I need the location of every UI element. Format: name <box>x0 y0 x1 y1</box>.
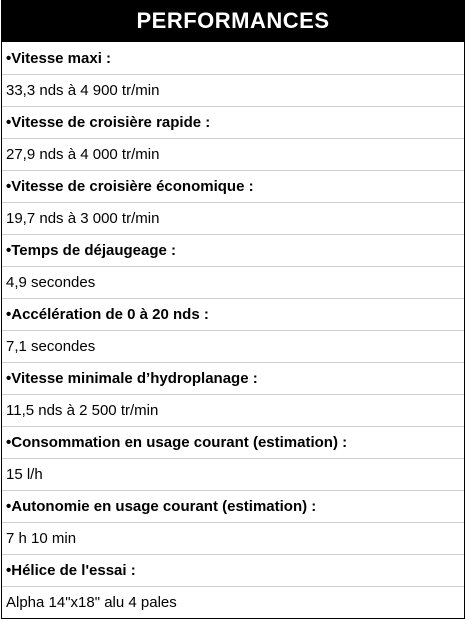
performances-table <box>1 0 465 619</box>
row-value-croisiere-rapide: 27,9 nds à 4 000 tr/min <box>2 138 464 170</box>
row-value-dejaugeage: 4,9 secondes <box>2 266 464 298</box>
row-label-consommation: •Consommation en usage courant (estimation) : <box>2 426 464 458</box>
row-label-autonomie: •Autonomie en usage courant (estimation) : <box>2 490 464 522</box>
row-value-croisiere-economique: 19,7 nds à 3 000 tr/min <box>2 202 464 234</box>
row-label-croisiere-rapide: •Vitesse de croisière rapide : <box>2 106 464 138</box>
row-label-dejaugeage: •Temps de déjaugeage : <box>2 234 464 266</box>
row-value-hydroplanage: 11,5 nds à 2 500 tr/min <box>2 394 464 426</box>
row-label-croisiere-economique: •Vitesse de croisière économique : <box>2 170 464 202</box>
row-label-helice: •Hélice de l'essai : <box>2 554 464 586</box>
row-label-hydroplanage: •Vitesse minimale d’hydroplanage : <box>2 362 464 394</box>
table-title: PERFORMANCES <box>2 0 464 42</box>
row-value-consommation: 15 l/h <box>2 458 464 490</box>
row-value-acceleration: 7,1 secondes <box>2 330 464 362</box>
row-value-vitesse-maxi: 33,3 nds à 4 900 tr/min <box>2 74 464 106</box>
row-value-helice: Alpha 14"x18" alu 4 pales <box>2 586 464 618</box>
row-value-autonomie: 7 h 10 min <box>2 522 464 554</box>
row-label-acceleration: •Accélération de 0 à 20 nds : <box>2 298 464 330</box>
row-label-vitesse-maxi: •Vitesse maxi : <box>6 49 112 67</box>
